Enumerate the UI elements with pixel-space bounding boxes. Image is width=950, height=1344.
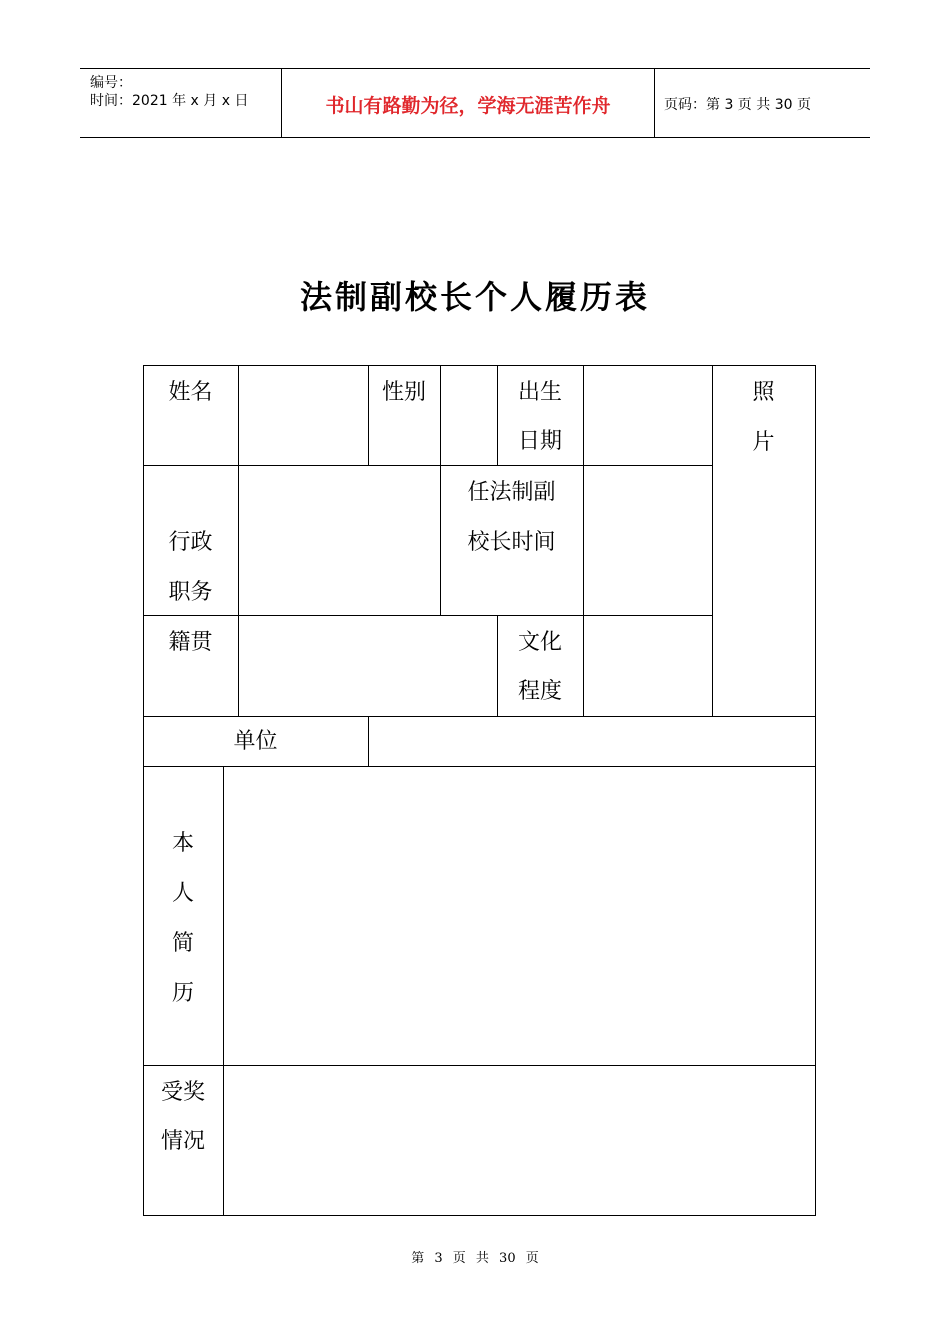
table-border-top — [143, 365, 816, 366]
awards-label-line1: 受奖 — [160, 1080, 205, 1105]
native-place-label: 籍贯 — [168, 630, 213, 655]
birth-date-label-line2: 日期 — [517, 429, 562, 454]
vp-appointment-label-line2: 校长时间 — [467, 530, 556, 555]
table-row-line — [143, 766, 816, 767]
resume-label-char: 人 — [171, 881, 194, 906]
table-col-line — [238, 365, 239, 716]
document-number-label: 编号： — [90, 75, 132, 91]
unit-label: 单位 — [233, 729, 278, 754]
document-time-label: 时间：2021 年 x 月 x 日 — [90, 93, 249, 109]
table-col-line — [583, 365, 584, 716]
birth-date-label-line1: 出生 — [517, 380, 562, 405]
table-row-line — [143, 1065, 816, 1066]
resume-label-char: 简 — [171, 931, 194, 956]
document-title: 法制副校长个人履历表 — [299, 278, 650, 316]
awards-label-line2: 情况 — [160, 1129, 205, 1154]
table-border-right — [815, 365, 816, 1216]
table-col-line — [712, 365, 713, 716]
admin-post-label-line2: 职务 — [168, 580, 213, 605]
table-col-line — [368, 716, 369, 766]
header-page-number: 页码：第 3 页 共 30 页 — [664, 97, 811, 113]
resume-label-char: 本 — [171, 831, 194, 856]
table-col-line — [223, 766, 224, 1215]
name-label: 姓名 — [168, 380, 213, 405]
table-row-line — [143, 615, 713, 616]
photo-label-line2: 片 — [752, 430, 775, 455]
admin-post-label-line1: 行政 — [168, 530, 213, 555]
header-motto: 书山有路勤为径，学海无涯苦作舟 — [325, 95, 611, 117]
education-label-line2: 程度 — [517, 679, 562, 704]
table-row-line — [143, 716, 816, 717]
page-footer: 第 3 页 共 30 页 — [411, 1251, 539, 1266]
gender-label: 性别 — [381, 380, 426, 405]
table-border-bottom — [143, 1215, 816, 1216]
table-row-line — [143, 465, 713, 466]
vp-appointment-label-line1: 任法制副 — [467, 480, 556, 505]
resume-label-char: 历 — [171, 981, 194, 1006]
photo-label-line1: 照 — [752, 380, 775, 405]
education-label-line1: 文化 — [517, 630, 562, 655]
